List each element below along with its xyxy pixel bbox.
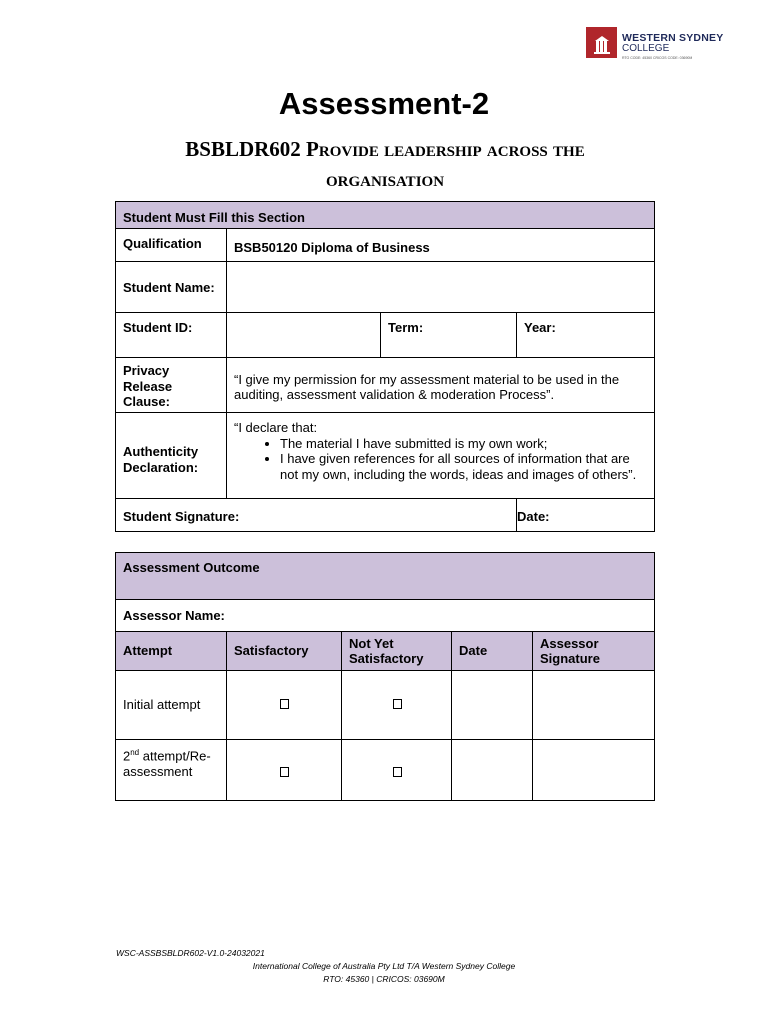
unit-subtitle: BSBLDR602 Provide leadership across the organisation	[185, 137, 585, 191]
authenticity-row	[116, 413, 655, 499]
not-yet-satisfactory-checkbox[interactable]	[393, 767, 402, 777]
column-header-not-yet-satisfactory: Not Yet Satisfactory	[342, 632, 452, 671]
student-details-table	[115, 201, 655, 532]
student-id-label: Student ID:	[116, 313, 227, 358]
document-code: WSC-ASSBSBLDR602-V1.0-24032021	[116, 948, 265, 958]
student-section-heading: Student Must Fill this Section	[116, 202, 655, 229]
assessor-name-field[interactable]	[116, 600, 655, 632]
satisfactory-cell	[227, 671, 342, 740]
qualification-row	[116, 229, 655, 262]
privacy-label: Privacy Release Clause:	[116, 358, 227, 413]
term-label: Term:	[388, 320, 424, 335]
rto-cricos-codes: RTO: 45360 | CRICOS: 03690M	[323, 974, 445, 984]
declaration-item: • The material I have submitted is my own work;	[280, 436, 648, 452]
student-section-header-row	[116, 202, 655, 229]
organisation-name: International College of Australia Pty Ltd T/A Western Sydney College	[252, 961, 516, 971]
student-name-label: Student Name:	[116, 262, 227, 313]
satisfactory-checkbox[interactable]	[280, 699, 289, 709]
satisfactory-checkbox[interactable]	[280, 767, 289, 777]
authenticity-declaration	[227, 413, 655, 499]
term-field[interactable]	[381, 313, 517, 358]
outcome-columns-row	[116, 632, 655, 671]
signature-row	[116, 499, 655, 532]
column-header-assessor-signature: Assessor Signature	[533, 632, 655, 671]
logo-codes: RTO CODE: 45360 CRICOS CODE: 03690M	[622, 56, 693, 60]
outcome-header-row	[116, 553, 655, 600]
attempt-date-field[interactable]	[452, 671, 533, 740]
privacy-row	[116, 358, 655, 413]
column-header-attempt: Attempt	[116, 632, 227, 671]
assessor-name-row	[116, 600, 655, 632]
page-title: Assessment-2	[278, 86, 490, 121]
column-header-satisfactory: Satisfactory	[227, 632, 342, 671]
not-yet-satisfactory-cell	[342, 671, 452, 740]
not-yet-satisfactory-cell	[342, 740, 452, 801]
year-label: Year:	[524, 320, 556, 335]
assessor-signature-field[interactable]	[533, 740, 655, 801]
college-logo	[584, 26, 724, 64]
table-row	[116, 740, 655, 801]
logo-college: COLLEGE	[622, 43, 670, 54]
attempt-date-field[interactable]	[452, 740, 533, 801]
year-field[interactable]	[517, 313, 655, 358]
assessor-signature-field[interactable]	[533, 671, 655, 740]
privacy-text: “I give my permission for my assessment material to be used in the auditing, assessment validation & moderation Process”.	[227, 358, 655, 413]
not-yet-satisfactory-checkbox[interactable]	[393, 699, 402, 709]
student-signature-label: Student Signature:	[123, 509, 240, 525]
declaration-list	[234, 436, 648, 483]
attempt-label: 2nd attempt/Re-assessment	[116, 740, 227, 801]
assessor-name-label: Assessor Name:	[123, 607, 225, 623]
logo-name: WESTERN SYDNEY	[622, 32, 724, 44]
student-name-row	[116, 262, 655, 313]
student-id-row	[116, 313, 655, 358]
satisfactory-cell	[227, 740, 342, 801]
attempt-label: Initial attempt	[116, 671, 227, 740]
qualification-value: BSB50120 Diploma of Business	[227, 229, 655, 262]
declare-intro: “I declare that:	[234, 420, 318, 435]
table-row	[116, 671, 655, 740]
authenticity-label: Authenticity Declaration:	[116, 413, 227, 499]
date-field[interactable]	[517, 499, 655, 532]
student-id-field[interactable]	[227, 313, 381, 358]
outcome-heading: Assessment Outcome	[116, 553, 655, 600]
assessment-outcome-table	[115, 552, 655, 801]
qualification-label: Qualification	[116, 229, 227, 262]
declaration-item: • I have given references for all sources of information that are not my own, including the words, ideas and images of others”.	[280, 451, 648, 482]
date-label: Date:	[517, 509, 550, 525]
column-header-date: Date	[452, 632, 533, 671]
student-signature-field[interactable]	[116, 499, 517, 532]
student-name-field[interactable]	[227, 262, 655, 313]
building-icon	[586, 27, 617, 58]
